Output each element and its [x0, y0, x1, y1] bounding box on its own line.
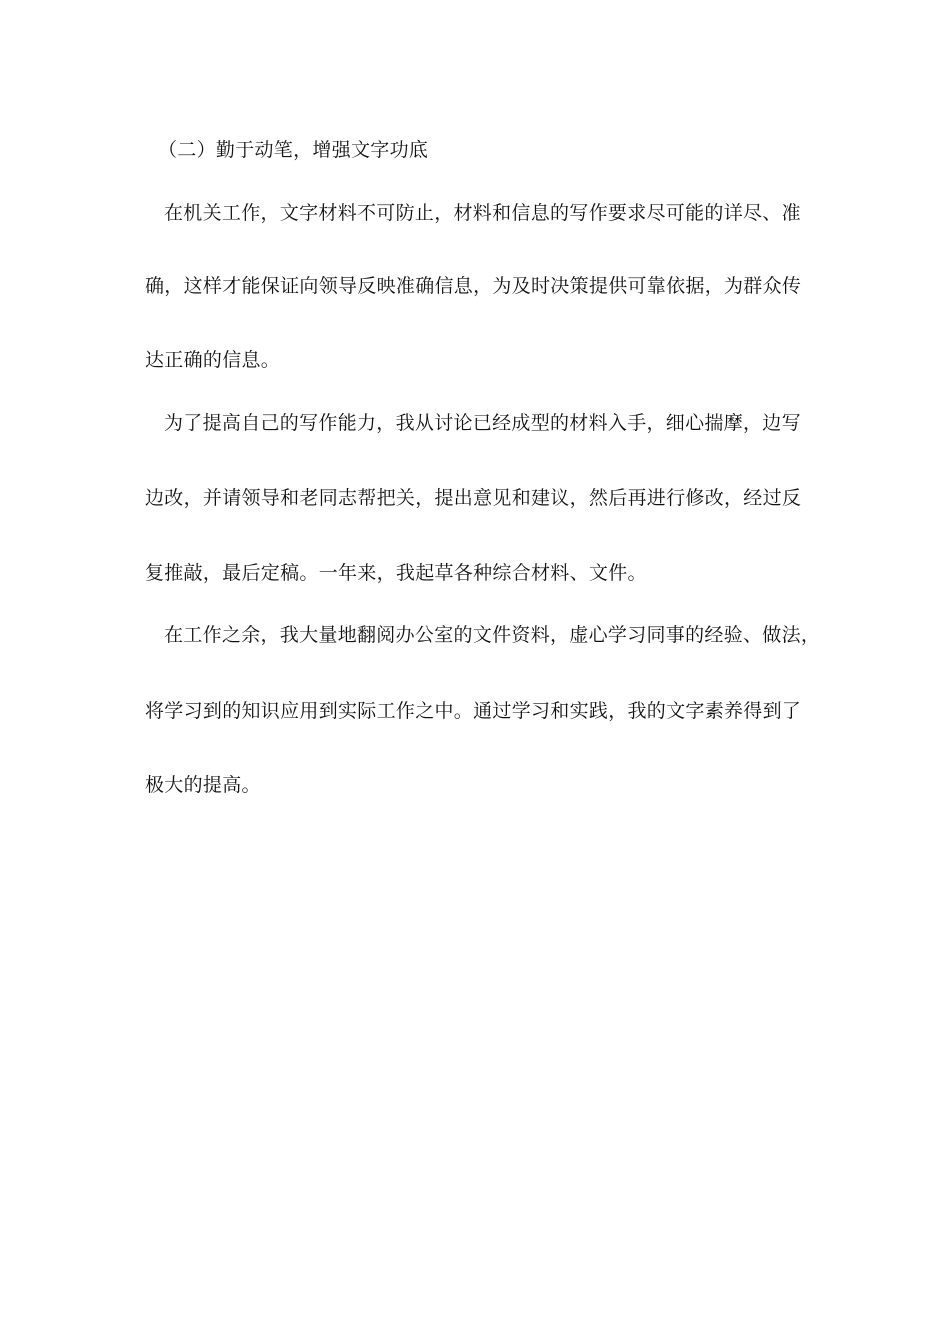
- paragraph-2-line-1: 为了提高自己的写作能力，我从讨论已经成型的材料入手，细心揣摩，边写: [164, 412, 801, 434]
- paragraph-2-line-2: 边改，并请领导和老同志帮把关，提出意见和建议，然后再进行修改，经过反: [145, 487, 802, 509]
- section-heading: （二）勤于动笔，增强文字功底: [158, 139, 429, 161]
- paragraph-3-line-3: 极大的提高。: [145, 774, 261, 796]
- paragraph-1-line-3: 达正确的信息。: [145, 349, 281, 371]
- paragraph-2-line-3: 复推敲，最后定稿。一年来，我起草各种综合材料、文件。: [145, 562, 647, 584]
- paragraph-3-line-1: 在工作之余，我大量地翻阅办公室的文件资料，虚心学习同事的经验、做法，: [164, 624, 821, 646]
- paragraph-3-line-2: 将学习到的知识应用到实际工作之中。通过学习和实践，我的文字素养得到了: [145, 700, 802, 722]
- paragraph-1-line-1: 在机关工作，文字材料不可防止，材料和信息的写作要求尽可能的详尽、准: [164, 202, 801, 224]
- paragraph-1-line-2: 确，这样才能保证向领导反映准确信息，为及时决策提供可靠依据，为群众传: [145, 275, 802, 297]
